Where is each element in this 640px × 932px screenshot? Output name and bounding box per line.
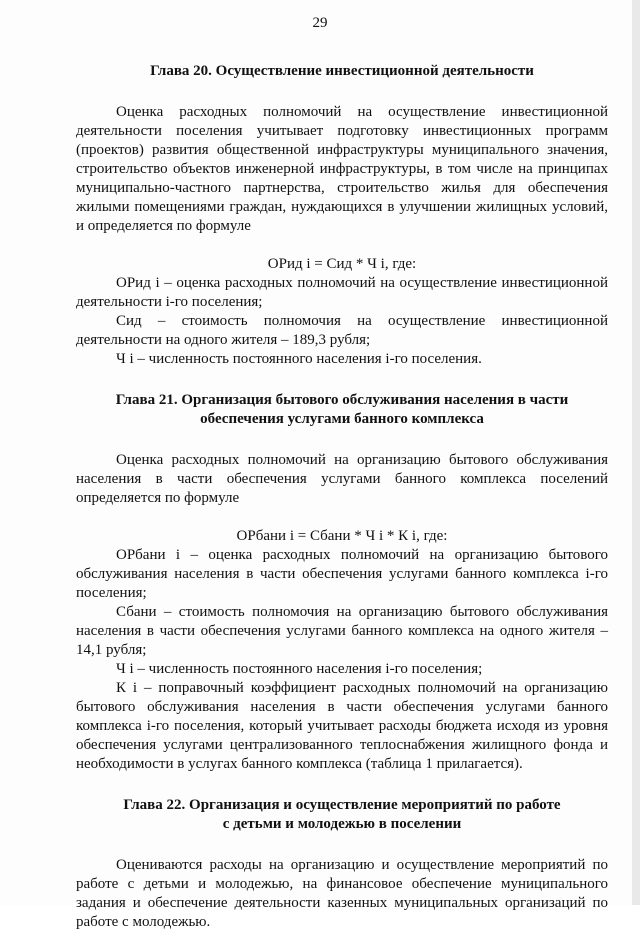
chapter-21-formula: ОРбани i = Сбани * Ч i * К i, где: [236,528,448,544]
page-number: 29 [312,15,328,31]
chapter-21-def-1: ОРбани i – оценка расходных полномочий на организацию бытового обслуживания населения в части обеспечения услугами банного комплекса i-го поселения; [76,547,608,601]
chapter-22-title [76,796,608,834]
chapter-20-formula: ОРид i = Сид * Ч i, где: [267,256,417,272]
chapter-22-title-line-1: Глава 22. Организация и осуществление мероприятий по работе [123,797,561,813]
chapter-21-intro: Оценка расходных полномочий на организацию бытового обслуживания населения в части обеспечения услугами банного комплекса поселений определяется по формуле [76,452,608,506]
chapter-21-def-2: Сбани – стоимость полномочия на организацию бытового обслуживания населения в части обеспечения услугами банного комплекса на одного жителя – 14,1 рубля; [76,604,608,658]
chapter-21-title [76,391,608,429]
page-edge-shadow [632,0,640,905]
document-body [76,62,608,932]
chapter-22-intro: Оцениваются расходы на организацию и осуществление мероприятий по работе с детьми и молодежью, на финансовое обеспечение муниципального задания и обеспечение деятельности казенных муниципальных организаций по работе с молодежью. [76,857,608,930]
chapter-22-title-line-2: с детьми и молодежью в поселении [222,816,462,832]
chapter-20-intro: Оценка расходных полномочий на осуществление инвестиционной деятельности поселения учитывает подготовку инвестиционных программ (проектов) развития общественной инфраструктуры муниципального значения, строительство объектов инженерной инфраструктуры, в том числе на принципах муниципально-частного партнерства, строительство жилья для обеспечения жилыми помещениями граждан, нуждающихся в улучшении жилищных условий, и определяется по формуле [76,104,608,234]
chapter-20-def-1: ОРид i – оценка расходных полномочий на осуществление инвестиционной деятельности i-го поселения; [76,275,608,310]
chapter-21-title-line-2: обеспечения услугами банного комплекса [200,411,484,427]
chapter-20-def-3: Ч i – численность постоянного населения i-го поселения. [116,351,482,367]
chapter-20-def-2: Сид – стоимость полномочия на осуществление инвестиционной деятельности на одного жителя – 189,3 рубля; [76,313,608,348]
chapter-21-def-4: К i – поправочный коэффициент расходных полномочий на организацию бытового обслуживания населения в части обеспечения услугами банного комплекса i-го поселения, который учитывает расходы бюджета исходя из уровня обеспечения услугами централизованного теплоснабжения жилищного фонда и необходимости в услугах банного комплекса (таблица 1 прилагается). [76,680,608,772]
chapter-20-title: Глава 20. Осуществление инвестиционной деятельности [150,63,534,79]
chapter-21-def-3: Ч i – численность постоянного населения i-го поселения; [116,661,483,677]
chapter-21-title-line-1: Глава 21. Организация бытового обслуживания населения в части [115,392,569,408]
